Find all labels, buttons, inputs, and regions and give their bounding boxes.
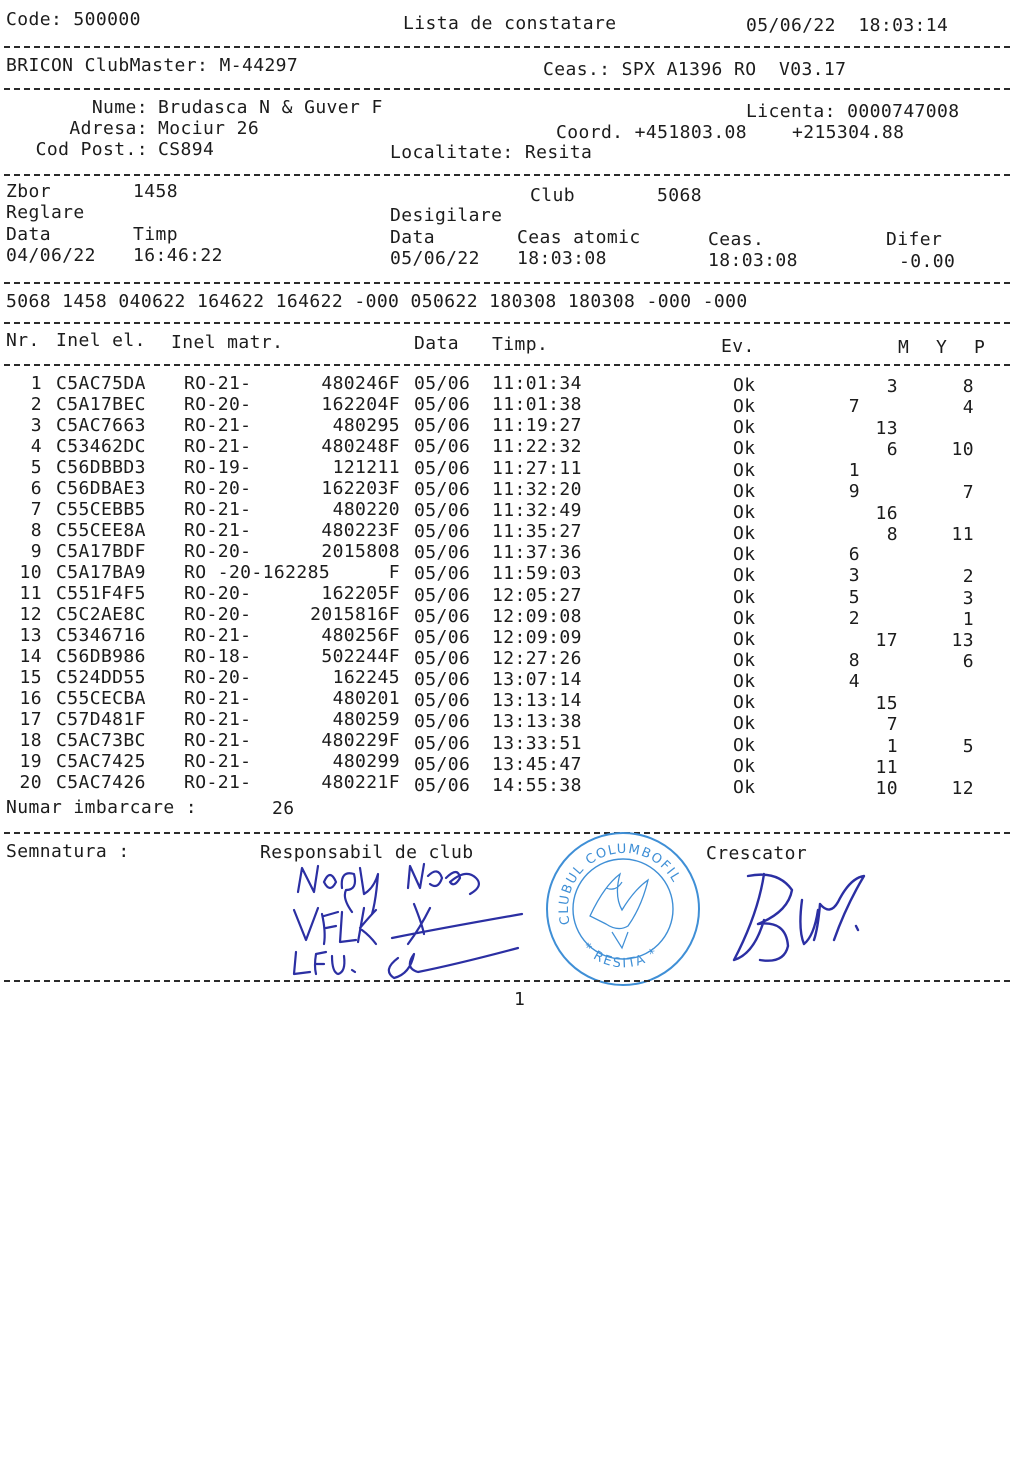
divider: [4, 88, 1010, 90]
arrival-date: 05/06: [414, 627, 471, 648]
row-number: 13: [19, 625, 42, 646]
ring-number: 480229F: [321, 730, 400, 751]
arrival-time: 13:13:38: [492, 711, 582, 732]
col-header-data: Data: [414, 333, 459, 354]
col-y-value: 7: [886, 714, 898, 735]
electronic-ring: C5A17BA9: [56, 562, 146, 583]
owner-name: Brudasca N & Guver F: [158, 97, 383, 118]
electronic-ring: C5C2AE8C: [56, 604, 146, 625]
zbor-value: 1458: [133, 181, 178, 202]
arrival-date: 05/06: [414, 415, 471, 436]
divider: [4, 174, 1010, 176]
col-p-value: 6: [962, 651, 974, 672]
arrival-date: 05/06: [414, 648, 471, 669]
ring-prefix: RO-21-: [184, 709, 252, 730]
ring-number: 480221F: [321, 772, 400, 793]
row-number: 7: [30, 499, 42, 520]
col-header-ev: Ev.: [721, 336, 755, 357]
event-status: Ok: [733, 692, 756, 713]
crescator-label: Crescator: [706, 843, 808, 864]
electronic-ring: C55CEE8A: [56, 520, 146, 541]
col-p-value: 4: [962, 397, 974, 418]
ring-prefix: RO-21-: [184, 373, 252, 394]
ring-prefix: RO-20-: [184, 583, 252, 604]
ring-number: 162204F: [321, 394, 400, 415]
col-p-value: 13: [951, 630, 974, 651]
atomic-clock-label: Ceas atomic: [517, 227, 641, 248]
event-status: Ok: [733, 375, 756, 396]
row-number: 6: [30, 478, 42, 499]
col-header-p: P: [974, 337, 986, 358]
col-header-inel-el: Inel el.: [56, 330, 146, 351]
ring-prefix: RO-21-: [184, 499, 252, 520]
atomic-time: 18:03:08: [517, 248, 607, 269]
arrival-time: 12:09:09: [492, 627, 582, 648]
difer-value: -0.00: [899, 251, 956, 272]
ring-number: 121211: [332, 457, 400, 478]
reglare-data-label: Data: [6, 224, 51, 245]
document-title: Lista de constatare: [403, 13, 617, 34]
col-y-value: 3: [886, 376, 898, 397]
col-p-value: 8: [962, 376, 974, 397]
coordinates: Coord. +451803.08 +215304.88: [556, 122, 905, 143]
arrival-time: 11:01:34: [492, 373, 582, 394]
arrival-time: 11:35:27: [492, 521, 582, 542]
arrival-time: 13:45:47: [492, 754, 582, 775]
desigilare-label: Desigilare: [390, 205, 503, 226]
ring-prefix: RO-18-: [184, 646, 252, 667]
arrival-time: 13:13:14: [492, 690, 582, 711]
electronic-ring: C56DBBD3: [56, 457, 146, 478]
event-status: Ok: [733, 671, 756, 692]
event-status: Ok: [733, 756, 756, 777]
ring-prefix: RO-21-: [184, 625, 252, 646]
arrival-time: 13:33:51: [492, 733, 582, 754]
ring-number: 480256F: [321, 625, 400, 646]
ring-prefix: RO-20-: [184, 478, 252, 499]
row-number: 8: [30, 520, 42, 541]
ring-number: 162245: [332, 667, 400, 688]
arrival-time: 11:22:32: [492, 436, 582, 457]
electronic-ring: C55CECBA: [56, 688, 146, 709]
col-y-value: 11: [875, 757, 898, 778]
col-m-value: 3: [848, 565, 860, 586]
col-m-value: 9: [848, 481, 860, 502]
arrival-date: 05/06: [414, 521, 471, 542]
ring-number: 480259: [332, 709, 400, 730]
arrival-date: 05/06: [414, 754, 471, 775]
row-number: 5: [30, 457, 42, 478]
col-header-y: Y: [936, 337, 948, 358]
owner-address: Mociur 26: [158, 118, 260, 139]
ceas-time: 18:03:08: [708, 250, 798, 271]
address-label: Adresa:: [69, 118, 148, 139]
col-y-value: 6: [886, 439, 898, 460]
electronic-ring: C56DBAE3: [56, 478, 146, 499]
electronic-ring: C5AC75DA: [56, 373, 146, 394]
col-p-value: 5: [962, 736, 974, 757]
locality: Localitate: Resita: [390, 142, 593, 163]
electronic-ring: C5A17BEC: [56, 394, 146, 415]
stamp-text-top: CLUBUL COLUMBOFIL: [556, 841, 684, 927]
event-status: Ok: [733, 438, 756, 459]
ring-prefix: RO-20-: [184, 541, 252, 562]
row-number: 15: [19, 667, 42, 688]
ring-prefix: RO-21-: [184, 436, 252, 457]
col-p-value: 10: [951, 439, 974, 460]
electronic-ring: C5346716: [56, 625, 146, 646]
arrival-date: 05/06: [414, 585, 471, 606]
row-number: 2: [30, 394, 42, 415]
row-number: 20: [19, 772, 42, 793]
col-m-value: 6: [848, 544, 860, 565]
col-p-value: 11: [951, 524, 974, 545]
event-status: Ok: [733, 396, 756, 417]
col-y-value: 10: [875, 778, 898, 799]
ring-prefix: RO-21-: [184, 730, 252, 751]
arrival-date: 05/06: [414, 458, 471, 479]
arrival-date: 05/06: [414, 542, 471, 563]
row-number: 12: [19, 604, 42, 625]
desig-date: 05/06/22: [390, 248, 480, 269]
ring-number: 162203F: [321, 478, 400, 499]
event-status: Ok: [733, 417, 756, 438]
row-number: 3: [30, 415, 42, 436]
row-number: 10: [19, 562, 42, 583]
electronic-ring: C524DD55: [56, 667, 146, 688]
col-header-inel-matr: Inel matr.: [171, 332, 284, 353]
ring-number: 480299: [332, 751, 400, 772]
arrival-time: 11:19:27: [492, 415, 582, 436]
arrival-date: 05/06: [414, 563, 471, 584]
divider: [4, 832, 1010, 834]
desig-data-label: Data: [390, 227, 435, 248]
ring-prefix: RO-20-: [184, 604, 252, 625]
ring-prefix: RO-20-: [184, 667, 252, 688]
reglare-date: 04/06/22: [6, 245, 96, 266]
numar-imbarcare-label: Numar imbarcare :: [6, 797, 198, 818]
ring-number: 480223F: [321, 520, 400, 541]
arrival-time: 11:32:49: [492, 500, 582, 521]
row-number: 19: [19, 751, 42, 772]
event-status: Ok: [733, 713, 756, 734]
col-y-value: 8: [886, 524, 898, 545]
col-header-timp: Timp.: [492, 334, 549, 355]
electronic-ring: C57D481F: [56, 709, 146, 730]
electronic-ring: C5AC7426: [56, 772, 146, 793]
numar-imbarcare-value: 26: [272, 798, 295, 819]
ring-number: 480220: [332, 499, 400, 520]
breeder-signature: [724, 860, 874, 970]
col-header-nr: Nr.: [6, 330, 40, 351]
event-status: Ok: [733, 481, 756, 502]
arrival-date: 05/06: [414, 373, 471, 394]
col-m-value: 1: [848, 460, 860, 481]
arrival-date: 05/06: [414, 775, 471, 796]
event-status: Ok: [733, 587, 756, 608]
row-number: 17: [19, 709, 42, 730]
col-y-value: 16: [875, 503, 898, 524]
ring-prefix: RO-19-: [184, 457, 252, 478]
electronic-ring: C53462DC: [56, 436, 146, 457]
license-number: Licenta: 0000747008: [746, 101, 960, 122]
event-status: Ok: [733, 544, 756, 565]
event-status: Ok: [733, 565, 756, 586]
name-label: Nume:: [91, 97, 148, 118]
arrival-date: 05/06: [414, 690, 471, 711]
ring-prefix: RO-21-: [184, 688, 252, 709]
ring-number: 480246F: [321, 373, 400, 394]
electronic-ring: C5A17BDF: [56, 541, 146, 562]
col-m-value: 7: [848, 396, 860, 417]
club-label: Club: [530, 185, 575, 206]
event-status: Ok: [733, 523, 756, 544]
ring-number: 480201: [332, 688, 400, 709]
ring-prefix: RO-21-: [184, 520, 252, 541]
reglare-timp-label: Timp: [133, 224, 178, 245]
ring-number: 480295: [332, 415, 400, 436]
col-p-value: 2: [962, 566, 974, 587]
ceas-label: Ceas.: [708, 229, 765, 250]
owner-postal: CS894: [158, 139, 215, 160]
col-y-value: 15: [875, 693, 898, 714]
divider: [4, 46, 1010, 48]
divider: [4, 980, 1010, 982]
device-model: BRICON ClubMaster: M-44297: [6, 55, 299, 76]
col-m-value: 2: [848, 608, 860, 629]
ring-prefix: RO-21-: [184, 751, 252, 772]
semnatura-label: Semnatura :: [6, 841, 130, 862]
divider: [4, 322, 1010, 324]
arrival-date: 05/06: [414, 394, 471, 415]
arrival-date: 05/06: [414, 500, 471, 521]
ring-prefix: RO-20-: [184, 394, 252, 415]
col-p-value: 1: [962, 609, 974, 630]
zbor-label: Zbor: [6, 181, 51, 202]
club-stamp: [542, 828, 704, 990]
row-number: 14: [19, 646, 42, 667]
row-number: 16: [19, 688, 42, 709]
col-m-value: 5: [848, 587, 860, 608]
electronic-ring: C56DB986: [56, 646, 146, 667]
ring-number: 2015816F: [310, 604, 400, 625]
event-status: Ok: [733, 502, 756, 523]
col-p-value: 7: [962, 482, 974, 503]
arrival-date: 05/06: [414, 606, 471, 627]
electronic-ring: C5AC7425: [56, 751, 146, 772]
arrival-time: 12:09:08: [492, 606, 582, 627]
arrival-time: 11:27:11: [492, 458, 582, 479]
club-signatures: [280, 848, 550, 988]
ring-prefix: RO-21-: [184, 772, 252, 793]
electronic-ring: C55CEBB5: [56, 499, 146, 520]
event-status: Ok: [733, 735, 756, 756]
event-status: Ok: [733, 608, 756, 629]
arrival-date: 05/06: [414, 711, 471, 732]
arrival-time: 12:27:26: [492, 648, 582, 669]
row-number: 9: [30, 541, 42, 562]
arrival-time: 12:05:27: [492, 585, 582, 606]
ring-number: F: [388, 562, 400, 583]
code-label: Code: 500000: [6, 9, 141, 30]
electronic-ring: C5AC7663: [56, 415, 146, 436]
col-header-m: M: [898, 337, 910, 358]
arrival-date: 05/06: [414, 669, 471, 690]
arrival-date: 05/06: [414, 479, 471, 500]
event-status: Ok: [733, 460, 756, 481]
col-m-value: 8: [848, 650, 860, 671]
clock-info: Ceas.: SPX A1396 RO V03.17: [543, 59, 847, 80]
ring-number: 502244F: [321, 646, 400, 667]
ring-prefix: RO-21-: [184, 415, 252, 436]
arrival-time: 11:37:36: [492, 542, 582, 563]
reglare-label: Reglare: [6, 202, 85, 223]
divider: [4, 282, 1010, 284]
divider: [4, 364, 1010, 366]
event-status: Ok: [733, 777, 756, 798]
club-value: 5068: [657, 185, 702, 206]
ring-prefix: RO -20-162285: [184, 562, 331, 583]
responsabil-label: Responsabil de club: [260, 842, 474, 863]
arrival-time: 13:07:14: [492, 669, 582, 690]
difer-label: Difer: [886, 229, 943, 250]
stamp-text-bottom: * RESITA *: [578, 940, 663, 972]
col-y-value: 13: [875, 418, 898, 439]
arrival-date: 05/06: [414, 436, 471, 457]
row-number: 4: [30, 436, 42, 457]
col-p-value: 12: [951, 778, 974, 799]
arrival-time: 11:01:38: [492, 394, 582, 415]
ring-number: 162205F: [321, 583, 400, 604]
event-status: Ok: [733, 650, 756, 671]
arrival-time: 11:59:03: [492, 563, 582, 584]
electronic-ring: C551F4F5: [56, 583, 146, 604]
col-m-value: 4: [848, 671, 860, 692]
event-status: Ok: [733, 629, 756, 650]
reglare-time: 16:46:22: [133, 245, 223, 266]
col-y-value: 1: [886, 736, 898, 757]
postal-label: Cod Post.:: [35, 139, 148, 160]
row-number: 11: [19, 583, 42, 604]
row-number: 18: [19, 730, 42, 751]
print-datetime: 05/06/22 18:03:14: [746, 15, 949, 36]
col-p-value: 3: [962, 588, 974, 609]
row-number: 1: [30, 373, 42, 394]
electronic-ring: C5AC73BC: [56, 730, 146, 751]
ring-number: 480248F: [321, 436, 400, 457]
col-y-value: 17: [875, 630, 898, 651]
arrival-time: 14:55:38: [492, 775, 582, 796]
arrival-date: 05/06: [414, 733, 471, 754]
ring-number: 2015808: [321, 541, 400, 562]
page-number: 1: [514, 989, 526, 1010]
summary-line: 5068 1458 040622 164622 164622 -000 050622 180308 180308 -000 -000: [6, 291, 748, 312]
arrival-time: 11:32:20: [492, 479, 582, 500]
